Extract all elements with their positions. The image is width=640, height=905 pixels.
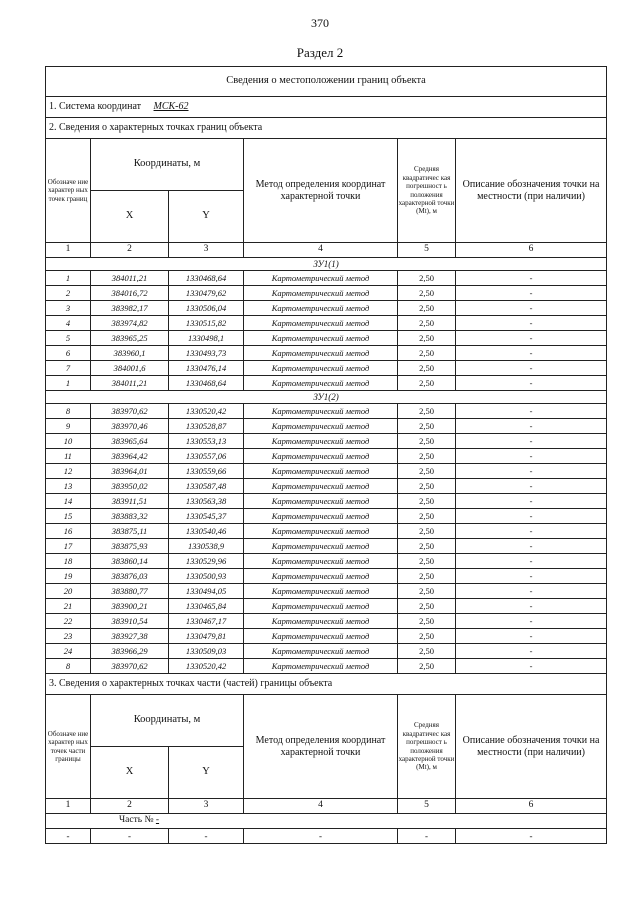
x-cell: 383964,42 [91,449,169,464]
precision-cell: 2,50 [398,554,456,569]
method-cell: Картометрический метод [244,464,398,479]
part-number-row [46,814,607,829]
table-row [46,419,607,434]
table-row [46,331,607,346]
table-row [46,404,607,419]
method-cell: Картометрический метод [244,494,398,509]
table-row [46,479,607,494]
method-cell: Картометрический метод [244,331,398,346]
precision-cell: 2,50 [398,346,456,361]
precision-cell: 2,50 [398,419,456,434]
description-cell: - [456,271,607,286]
precision-cell: 2,50 [398,509,456,524]
method-cell: Картометрический метод [244,346,398,361]
y-cell: 1330494,05 [169,584,244,599]
precision-cell: 2,50 [398,404,456,419]
column-number: 3 [169,243,244,258]
x-cell: 383964,01 [91,464,169,479]
x-cell: 384011,21 [91,376,169,391]
method-cell: Картометрический метод [244,449,398,464]
y-cell: 1330465,84 [169,599,244,614]
description-cell: - [456,419,607,434]
method-cell: Картометрический метод [244,569,398,584]
x-cell: 383970,62 [91,659,169,674]
y-cell: 1330528,87 [169,419,244,434]
point-id-cell: 8 [46,404,91,419]
header-coordinates: Координаты, м [91,139,244,191]
coordinate-system-label: 1. Система координат [49,101,142,112]
method-cell: Картометрический метод [244,554,398,569]
part-label: Часть № [119,815,154,826]
description-cell: - [456,346,607,361]
x-cell: 383875,11 [91,524,169,539]
method-cell: Картометрический метод [244,524,398,539]
column-number: 6 [456,243,607,258]
description-cell: - [456,614,607,629]
table-row [46,539,607,554]
x-cell: 383982,17 [91,301,169,316]
method-cell: Картометрический метод [244,509,398,524]
description-cell: - [456,361,607,376]
header-y: Y [169,191,244,243]
method-cell: Картометрический метод [244,539,398,554]
y-cell: 1330538,9 [169,539,244,554]
table-row [46,569,607,584]
point-id-cell: 15 [46,509,91,524]
y-cell: 1330467,17 [169,614,244,629]
table-row [46,629,607,644]
precision-cell: 2,50 [398,376,456,391]
point-id-cell: 3 [46,301,91,316]
y-cell: 1330509,03 [169,644,244,659]
table-row [46,434,607,449]
parts-section-title: 3. Сведения о характерных точках части (частей) границы объекта [46,674,607,695]
description-cell: - [456,509,607,524]
parts-header-method: Метод определения координат характерной точки [244,695,398,799]
precision-cell: 2,50 [398,449,456,464]
x-cell: 383966,29 [91,644,169,659]
y-cell: 1330563,38 [169,494,244,509]
y-cell: 1330587,48 [169,479,244,494]
y-cell: 1330529,96 [169,554,244,569]
method-cell: Картометрический метод [244,479,398,494]
description-cell: - [456,644,607,659]
precision-cell: 2,50 [398,464,456,479]
precision-cell: 2,50 [398,271,456,286]
method-cell: Картометрический метод [244,584,398,599]
y-cell: 1330493,73 [169,346,244,361]
column-number: 3 [169,799,244,814]
x-cell: 383970,62 [91,404,169,419]
precision-cell: 2,50 [398,524,456,539]
point-id-cell: 2 [46,286,91,301]
header-precision: Средняя квадратичес кая погрешност ь положения характерной точки (Mt), м [398,139,456,243]
column-number: 5 [398,243,456,258]
table-row [46,554,607,569]
parts-header-description: Описание обозначения точки на местности (при наличии) [456,695,607,799]
table-row [46,271,607,286]
x-cell: 383876,03 [91,569,169,584]
method-cell: Картометрический метод [244,316,398,331]
y-cell: 1330479,81 [169,629,244,644]
method-cell: Картометрический метод [244,599,398,614]
table-row [46,464,607,479]
parts-header-precision: Средняя квадратичес кая погрешност ь положения характерной точки (Mt), м [398,695,456,799]
x-cell: 383950,02 [91,479,169,494]
parts-header-y: Y [169,747,244,799]
precision-cell: 2,50 [398,316,456,331]
point-id-cell: 17 [46,539,91,554]
y-cell: 1330498,1 [169,331,244,346]
parts-cell: - [169,829,244,844]
parts-header-x: X [91,747,169,799]
table-row [46,316,607,331]
description-cell: - [456,316,607,331]
description-cell: - [456,494,607,509]
x-cell: 384011,21 [91,271,169,286]
point-id-cell: 18 [46,554,91,569]
table-row [46,659,607,674]
table-row [46,509,607,524]
y-cell: 1330553,13 [169,434,244,449]
header-point-designation: Обозначе ние характер ных точек границ [46,139,91,243]
y-cell: 1330476,14 [169,361,244,376]
point-id-cell: 16 [46,524,91,539]
description-cell: - [456,629,607,644]
precision-cell: 2,50 [398,301,456,316]
point-id-cell: 24 [46,644,91,659]
description-cell: - [456,599,607,614]
description-cell: - [456,376,607,391]
description-cell: - [456,434,607,449]
parts-cell: - [91,829,169,844]
y-cell: 1330520,42 [169,659,244,674]
points-section-title: 2. Сведения о характерных точках границ объекта [46,118,607,139]
precision-cell: 2,50 [398,599,456,614]
group-header: ЗУ1(1) [46,258,607,271]
description-cell: - [456,584,607,599]
table-row [46,584,607,599]
parts-cell: - [46,829,91,844]
column-number: 1 [46,243,91,258]
table-title: Сведения о местоположении границ объекта [46,67,607,97]
column-number: 2 [91,243,169,258]
table-row [46,644,607,659]
y-cell: 1330500,93 [169,569,244,584]
method-cell: Картометрический метод [244,419,398,434]
point-id-cell: 9 [46,419,91,434]
table-row [46,346,607,361]
method-cell: Картометрический метод [244,629,398,644]
x-cell: 383883,32 [91,509,169,524]
method-cell: Картометрический метод [244,361,398,376]
point-id-cell: 13 [46,479,91,494]
column-number: 4 [244,243,398,258]
precision-cell: 2,50 [398,286,456,301]
x-cell: 384016,72 [91,286,169,301]
precision-cell: 2,50 [398,629,456,644]
header-x: X [91,191,169,243]
point-id-cell: 19 [46,569,91,584]
point-id-cell: 22 [46,614,91,629]
boundary-table [45,66,607,844]
x-cell: 383860,14 [91,554,169,569]
group-header: ЗУ1(2) [46,391,607,404]
table-row [46,494,607,509]
description-cell: - [456,554,607,569]
parts-header-coordinates: Координаты, м [91,695,244,747]
description-cell: - [456,449,607,464]
point-id-cell: 12 [46,464,91,479]
x-cell: 383965,64 [91,434,169,449]
description-cell: - [456,659,607,674]
x-cell: 383880,77 [91,584,169,599]
coordinate-system-value: МСК-62 [153,101,189,112]
x-cell: 383875,93 [91,539,169,554]
point-id-cell: 6 [46,346,91,361]
x-cell: 383910,54 [91,614,169,629]
point-id-cell: 1 [46,376,91,391]
precision-cell: 2,50 [398,434,456,449]
point-id-cell: 14 [46,494,91,509]
point-id-cell: 21 [46,599,91,614]
method-cell: Картометрический метод [244,644,398,659]
column-number: 1 [46,799,91,814]
point-id-cell: 11 [46,449,91,464]
column-number: 4 [244,799,398,814]
header-description: Описание обозначения точки на местности (при наличии) [456,139,607,243]
table-row [46,376,607,391]
x-cell: 383911,51 [91,494,169,509]
table-row [46,599,607,614]
method-cell: Картометрический метод [244,301,398,316]
x-cell: 383970,46 [91,419,169,434]
y-cell: 1330468,64 [169,376,244,391]
parts-cell: - [244,829,398,844]
point-id-cell: 1 [46,271,91,286]
coordinate-system-row [46,97,607,118]
point-id-cell: 8 [46,659,91,674]
description-cell: - [456,539,607,554]
x-cell: 383900,21 [91,599,169,614]
parts-cell: - [456,829,607,844]
method-cell: Картометрический метод [244,614,398,629]
description-cell: - [456,464,607,479]
precision-cell: 2,50 [398,584,456,599]
x-cell: 383974,82 [91,316,169,331]
y-cell: 1330557,06 [169,449,244,464]
section-title: Раздел 2 [296,45,344,60]
y-cell: 1330506,04 [169,301,244,316]
point-id-cell: 23 [46,629,91,644]
method-cell: Картометрический метод [244,286,398,301]
part-value: - [155,815,160,826]
parts-cell: - [398,829,456,844]
column-number: 2 [91,799,169,814]
method-cell: Картометрический метод [244,271,398,286]
y-cell: 1330545,37 [169,509,244,524]
method-cell: Картометрический метод [244,404,398,419]
point-id-cell: 4 [46,316,91,331]
point-id-cell: 10 [46,434,91,449]
table-row [46,301,607,316]
column-number: 5 [398,799,456,814]
x-cell: 383960,1 [91,346,169,361]
description-cell: - [456,404,607,419]
table-row [46,361,607,376]
table-row [46,449,607,464]
precision-cell: 2,50 [398,659,456,674]
column-number: 6 [456,799,607,814]
header-method: Метод определения координат характерной точки [244,139,398,243]
table-row [46,614,607,629]
precision-cell: 2,50 [398,361,456,376]
precision-cell: 2,50 [398,614,456,629]
description-cell: - [456,524,607,539]
point-id-cell: 20 [46,584,91,599]
method-cell: Картометрический метод [244,434,398,449]
parts-header-point-designation: Обозначе ние характер ных точек части границы [46,695,91,799]
x-cell: 384001,6 [91,361,169,376]
method-cell: Картометрический метод [244,376,398,391]
y-cell: 1330540,46 [169,524,244,539]
y-cell: 1330520,42 [169,404,244,419]
y-cell: 1330559,66 [169,464,244,479]
description-cell: - [456,569,607,584]
precision-cell: 2,50 [398,331,456,346]
x-cell: 383927,38 [91,629,169,644]
y-cell: 1330479,62 [169,286,244,301]
description-cell: - [456,301,607,316]
point-id-cell: 5 [46,331,91,346]
table-row [46,286,607,301]
description-cell: - [456,331,607,346]
precision-cell: 2,50 [398,644,456,659]
page-number: 370 [311,16,329,30]
y-cell: 1330468,64 [169,271,244,286]
description-cell: - [456,479,607,494]
precision-cell: 2,50 [398,479,456,494]
point-id-cell: 7 [46,361,91,376]
precision-cell: 2,50 [398,494,456,509]
table-row [46,524,607,539]
method-cell: Картометрический метод [244,659,398,674]
y-cell: 1330515,82 [169,316,244,331]
precision-cell: 2,50 [398,569,456,584]
x-cell: 383965,25 [91,331,169,346]
precision-cell: 2,50 [398,539,456,554]
description-cell: - [456,286,607,301]
